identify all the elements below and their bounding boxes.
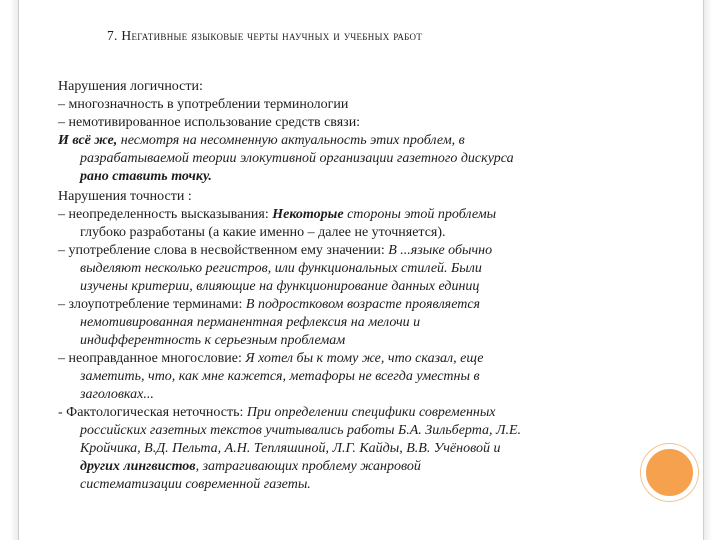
text-line: систематизации современной газеты.	[80, 477, 311, 492]
decorative-orange-circle	[641, 444, 698, 501]
text-span: - Фактологическая неточность:	[58, 405, 247, 420]
text-line: немотивированная перманентная рефлексия на мелочи и	[80, 315, 421, 330]
text-line	[58, 206, 658, 224]
slide-frame-shadow-left	[10, 0, 18, 540]
emphasis: Некоторые	[272, 207, 344, 222]
slide-title-number: 7.	[107, 28, 118, 43]
example-span: При определении специфики современных	[246, 405, 496, 420]
example-span: Я хотел бы к тому же, что сказал, еще	[245, 351, 484, 366]
text-span: – неоправданное многословие:	[58, 351, 246, 366]
text-line: глубоко разработаны (а какие именно – далее не уточняется).	[80, 225, 446, 240]
text-span: – употребление слова в несвойственном ему значении:	[58, 243, 389, 258]
text-span: – злоупотребление терминами:	[58, 297, 246, 312]
text-line: изучены критерии, влияющие на функционирование данных единиц	[80, 279, 480, 294]
text-line: заголовках...	[80, 387, 154, 402]
slide-title-text: Негативные языковые черты научных и учебных работ	[121, 28, 423, 43]
slide-frame-shadow-right	[704, 0, 712, 540]
text-line: выделяют несколько регистров, или функциональных стилей. Были	[80, 261, 482, 276]
text-line: Нарушения логичности:	[58, 79, 203, 94]
text-line: российских газетных текстов учитывались работы Б.А. Зильберта, Л.Е.	[80, 423, 522, 438]
text-line	[58, 132, 658, 150]
text-line: Кройчика, В.Д. Пельта, А.Н. Тепляшиной, Л.Г. Кайды, В.В. Учёновой и	[80, 441, 501, 456]
example-span: В ...языке обычно	[388, 243, 493, 258]
slide-title	[107, 28, 422, 44]
text-line: индифферентность к серьезным проблемам	[80, 333, 346, 348]
text-span: несмотря на несомненную актуальность этих проблем, в	[117, 133, 465, 148]
text-span: , затрагивающих проблему жанровой	[195, 459, 421, 474]
text-line: Нарушения точности :	[58, 189, 192, 204]
text-span: – неопределенность высказывания:	[58, 207, 273, 222]
text-line: рано ставить точку.	[80, 169, 212, 184]
slide-body	[58, 78, 658, 494]
text-line	[58, 458, 658, 476]
example-span: В подростковом возрасте проявляется	[245, 297, 481, 312]
text-span: стороны этой проблемы	[343, 207, 497, 222]
text-line	[58, 296, 658, 314]
text-line	[58, 350, 658, 368]
text-line	[58, 242, 658, 260]
emphasis: И всё же,	[58, 133, 118, 148]
text-line: – многозначность в употреблении терминологии	[58, 97, 349, 112]
text-line: заметить, что, как мне кажется, метафоры не всегда уместны в	[80, 369, 480, 384]
text-line: разрабатываемой теории элокутивной организации газетного дискурса	[80, 151, 514, 166]
text-line: – немотивированное использование средств связи:	[58, 115, 361, 130]
text-line	[58, 404, 658, 422]
emphasis: других лингвистов	[80, 459, 196, 474]
